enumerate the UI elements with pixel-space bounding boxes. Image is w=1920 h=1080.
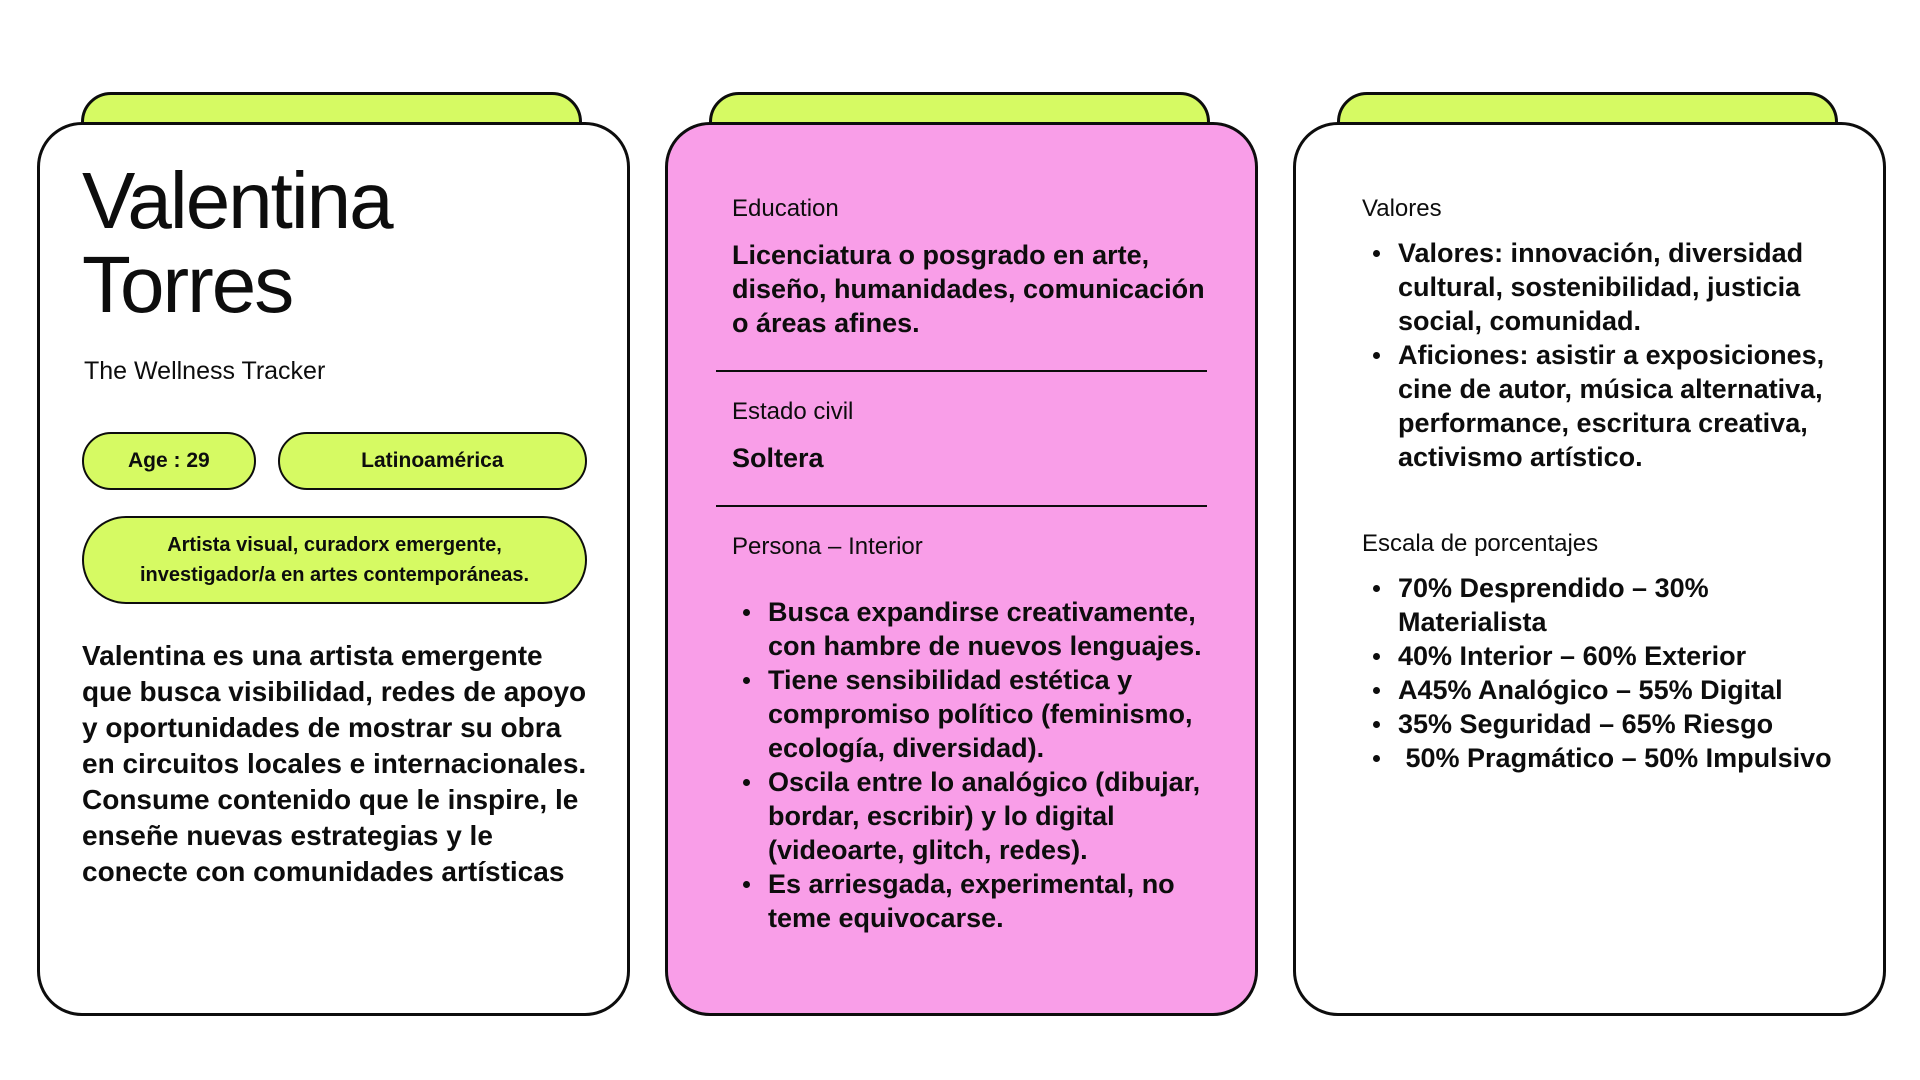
marital-status-label: Estado civil <box>732 397 854 425</box>
persona-description: Valentina es una artista emergente que busca visibilidad, redes de apoyo y oportunidades de mostrar su obra en circuitos locales e internacionales. Consume contenido que le inspire, le enseñe nuevas estrategias y le conecte con comunidades artísticas <box>82 640 587 887</box>
valores-section <box>1346 195 1833 474</box>
bullet-item: Valores: innovación, diversidad cultural, sostenibilidad, justicia social, comunidad. <box>1362 236 1833 338</box>
bullet-item: 50% Pragmático – 50% Impulsivo <box>1362 741 1833 775</box>
persona-interior-list <box>716 595 1207 935</box>
escala-list <box>1346 571 1833 775</box>
profile-card <box>37 122 630 1016</box>
region-tag: Latinoamérica <box>278 432 587 490</box>
age-tag: Age : 29 <box>82 432 256 490</box>
bullet-item: A45% Analógico – 55% Digital <box>1362 673 1833 707</box>
persona-interior-section <box>716 533 1207 936</box>
bullet-item: Tiene sensibilidad estética y compromiso político (feminismo, ecología, diversidad). <box>732 663 1207 765</box>
bullet-item: Es arriesgada, experimental, no teme equivocarse. <box>732 867 1207 935</box>
education-label: Education <box>732 195 839 222</box>
persona-name: Valentina Torres <box>82 156 392 329</box>
values-card-body <box>1293 122 1886 1016</box>
education-text: Licenciatura o posgrado en arte, diseño, humanidades, comunicación o áreas afines. <box>732 239 1205 338</box>
details-card <box>665 122 1258 1016</box>
persona-subtitle: The Wellness Tracker <box>84 357 326 385</box>
details-card-body <box>665 122 1258 1016</box>
escala-label: Escala de porcentajes <box>1362 529 1599 557</box>
bullet-item: Busca expandirse creativamente, con hambre de nuevos lenguajes. <box>732 595 1207 663</box>
valores-label: Valores <box>1362 195 1442 222</box>
role-tag: Artista visual, curadorx emergente, investigador/a en artes contemporáneas. <box>82 516 587 604</box>
profile-card-body <box>37 122 630 1016</box>
section-divider <box>716 370 1207 372</box>
marital-status-section <box>716 398 1207 475</box>
bullet-item: 40% Interior – 60% Exterior <box>1362 639 1833 673</box>
education-section <box>716 195 1207 340</box>
marital-status-value: Soltera <box>732 442 824 473</box>
tag-row <box>82 432 587 490</box>
escala-section <box>1346 530 1833 775</box>
values-card <box>1293 122 1886 1016</box>
valores-list <box>1346 236 1833 474</box>
bullet-item: 35% Seguridad – 65% Riesgo <box>1362 707 1833 741</box>
bullet-item: Aficiones: asistir a exposiciones, cine de autor, música alternativa, performance, escritura creativa, activismo artístico. <box>1362 338 1833 474</box>
section-divider <box>716 505 1207 507</box>
persona-interior-label: Persona – Interior <box>732 532 923 560</box>
bullet-item: 70% Desprendido – 30% Materialista <box>1362 571 1833 639</box>
bullet-item: Oscila entre lo analógico (dibujar, bordar, escribir) y lo digital (videoarte, glitch, redes). <box>732 765 1207 867</box>
